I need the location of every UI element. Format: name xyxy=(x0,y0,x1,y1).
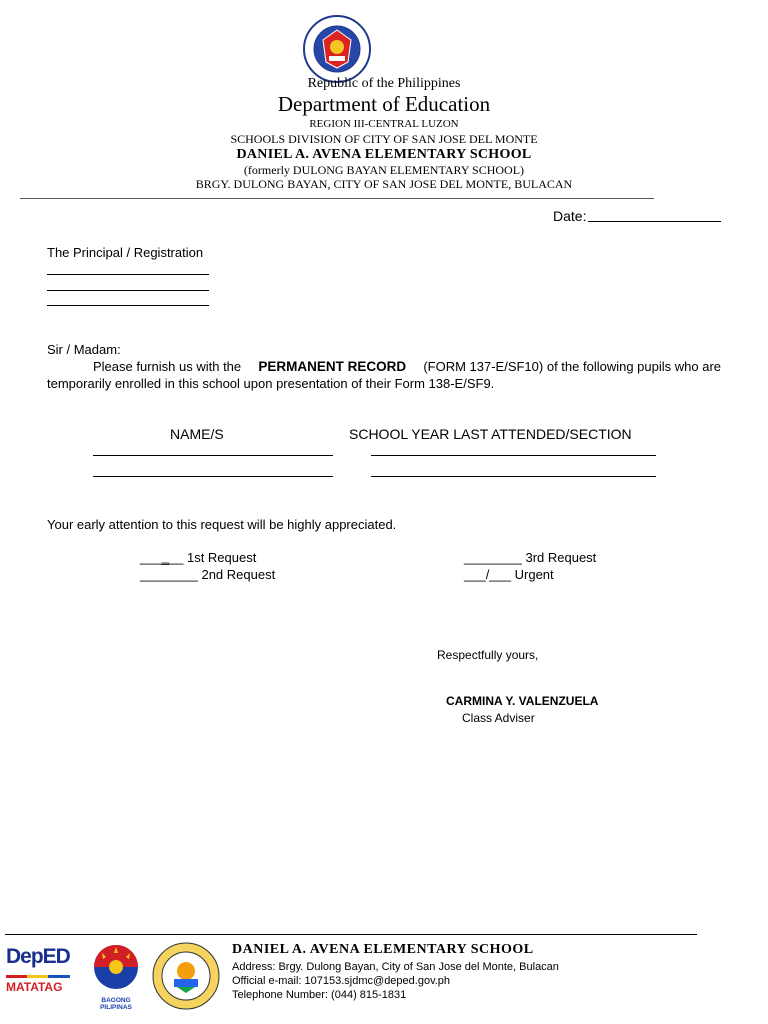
school-year-header: SCHOOL YEAR LAST ATTENDED/SECTION xyxy=(349,426,632,442)
signatory-name: CARMINA Y. VALENZUELA xyxy=(446,694,599,708)
request-3-mark[interactable]: ________ xyxy=(464,550,522,565)
deped-seal xyxy=(302,14,372,84)
bagong-pilipinas-text: BAGONG PILIPINAS xyxy=(100,997,132,1011)
matatag-strip xyxy=(6,975,70,978)
name-line-1[interactable] xyxy=(93,455,333,456)
deped-logo-text: DepED xyxy=(6,945,70,968)
address-line: BRGY. DULONG BAYAN, CITY OF SAN JOSE DEL MONTE, BULACAN xyxy=(195,177,573,191)
date-label: Date: xyxy=(553,208,587,224)
body-paragraph-line2: temporarily enrolled in this school upon presentation of their Form 138-E/SF9. xyxy=(47,376,495,391)
date-field[interactable] xyxy=(588,207,721,222)
matatag-text: MATATAG xyxy=(6,980,63,994)
request-3[interactable] xyxy=(464,550,596,565)
signatory-role: Class Adviser xyxy=(462,711,535,725)
request-1-mark[interactable]: ___‗__ xyxy=(140,550,184,565)
request-3-label: 3rd Request xyxy=(525,550,597,565)
region-line: REGION III-CENTRAL LUZON xyxy=(309,118,459,130)
request-1-label: 1st Request xyxy=(186,550,257,565)
school-year-line-1[interactable] xyxy=(371,455,656,456)
request-4[interactable] xyxy=(464,567,554,582)
footer-school-name: DANIEL A. AVENA ELEMENTARY SCHOOL xyxy=(232,942,534,957)
para-start: Please furnish us with the xyxy=(93,359,242,374)
footer-email: Official e-mail: 107153.sjdmc@deped.gov.ph xyxy=(232,975,451,987)
names-header: NAME/S xyxy=(170,426,224,442)
formerly-line: (formerly DULONG BAYAN ELEMENTARY SCHOOL) xyxy=(243,163,525,177)
name-line-2[interactable] xyxy=(93,476,333,477)
footer-divider xyxy=(5,934,697,935)
bagong-pilipinas-logo xyxy=(85,943,147,1011)
header-divider xyxy=(20,198,654,199)
request-1[interactable] xyxy=(140,550,256,565)
addressee-line-1[interactable] xyxy=(47,274,209,275)
request-4-label: Urgent xyxy=(514,567,554,582)
respectfully-yours: Respectfully yours, xyxy=(437,648,539,662)
request-2-label: 2nd Request xyxy=(201,567,276,582)
division-line: SCHOOLS DIVISION OF CITY OF SAN JOSE DEL MONTE xyxy=(230,132,538,146)
para-mid: (FORM 137-E/SF10) of the following pupils who are xyxy=(423,359,721,374)
addressee-title: The Principal / Registration xyxy=(47,245,204,260)
salutation: Sir / Madam: xyxy=(47,342,121,357)
school-logo xyxy=(151,941,221,1011)
republic-line: Republic of the Philippines xyxy=(307,76,461,91)
body-paragraph-line1 xyxy=(93,359,721,374)
footer-phone: Telephone Number: (044) 815-1831 xyxy=(232,989,407,1001)
closing-note: Your early attention to this request will be highly appreciated. xyxy=(47,517,397,532)
request-2-mark[interactable]: ________ xyxy=(140,567,198,582)
department-title: Department of Education xyxy=(277,92,491,116)
addressee-line-2[interactable] xyxy=(47,290,209,291)
deped-logo xyxy=(6,945,72,1001)
school-name: DANIEL A. AVENA ELEMENTARY SCHOOL xyxy=(236,147,532,162)
footer-address: Address: Brgy. Dulong Bayan, City of San Jose del Monte, Bulacan xyxy=(232,961,559,973)
request-2[interactable] xyxy=(140,567,275,582)
school-year-line-2[interactable] xyxy=(371,476,656,477)
request-4-mark[interactable]: ___/___ xyxy=(464,567,511,582)
addressee-line-3[interactable] xyxy=(47,305,209,306)
permanent-record: PERMANENT RECORD xyxy=(258,359,407,374)
